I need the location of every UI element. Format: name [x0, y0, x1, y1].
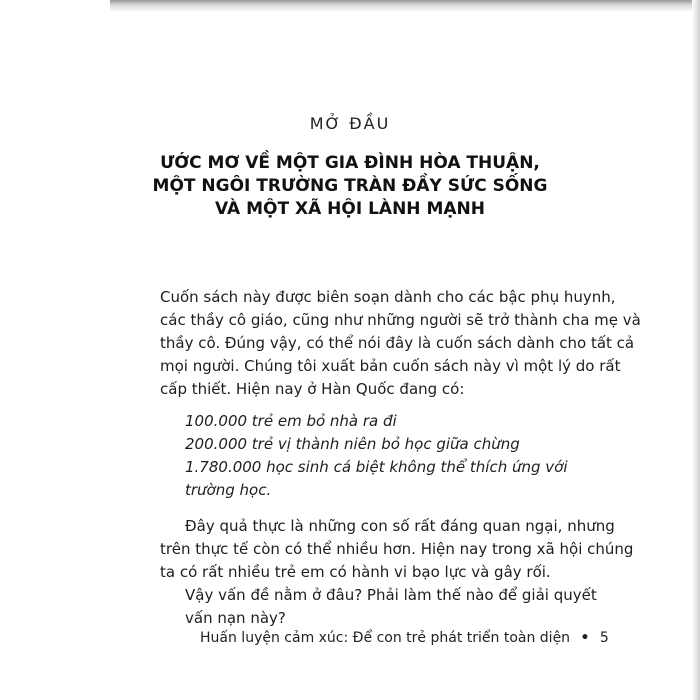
headline-line: MỘT NGÔI TRƯỜNG TRÀN ĐẦY SỨC SỐNG	[152, 176, 548, 196]
intro-paragraph	[160, 286, 641, 401]
page-edge-shadow	[110, 0, 700, 12]
stat-line: 100.000 trẻ em bỏ nhà ra đi	[185, 412, 397, 430]
text-line: mọi người. Chúng tôi xuất bản cuốn sách này vì một lý do rất	[160, 357, 621, 375]
text-line: cấp thiết. Hiện nay ở Hàn Quốc đang có:	[160, 380, 465, 398]
section-title: MỞ ĐẦU	[309, 114, 391, 133]
text-line: ta có rất nhiều trẻ em có hành vi bạo lực và gây rối.	[160, 563, 551, 581]
stat-line: trường học.	[185, 481, 272, 499]
text-line: Vậy vấn đề nằm ở đâu? Phải làm thế nào để giải quyết	[185, 586, 597, 604]
running-title: Huấn luyện cảm xúc: Để con trẻ phát triển toàn diện	[200, 630, 571, 646]
stat-line: 200.000 trẻ vị thành niên bỏ học giữa chừng	[185, 435, 520, 453]
statistics-list	[185, 410, 590, 502]
page-number: 5	[599, 630, 609, 646]
headline-line: VÀ MỘT XÃ HỘI LÀNH MẠNH	[215, 199, 485, 219]
page-footer	[200, 630, 609, 646]
concern-paragraph	[160, 515, 634, 630]
text-line: vấn nạn này?	[185, 609, 286, 627]
chapter-headline	[140, 152, 560, 221]
footer-bullet: •	[580, 630, 590, 646]
text-line: thầy cô. Đúng vậy, có thể nói đây là cuốn sách dành cho tất cả	[160, 334, 635, 352]
text-line: Cuốn sách này được biên soạn dành cho các bậc phụ huynh,	[160, 288, 616, 306]
text-line: Đây quả thực là những con số rất đáng quan ngại, nhưng	[185, 517, 615, 535]
text-line: trên thực tế còn có thể nhiều hơn. Hiện nay trong xã hội chúng	[160, 540, 634, 558]
text-line: các thầy cô giáo, cũng như những người sẽ trở thành cha mẹ và	[160, 311, 641, 329]
stat-line: 1.780.000 học sinh cá biệt không thể thích ứng với	[185, 458, 568, 476]
page-edge-right	[692, 0, 700, 700]
headline-line: ƯỚC MƠ VỀ MỘT GIA ĐÌNH HÒA THUẬN,	[160, 153, 540, 173]
